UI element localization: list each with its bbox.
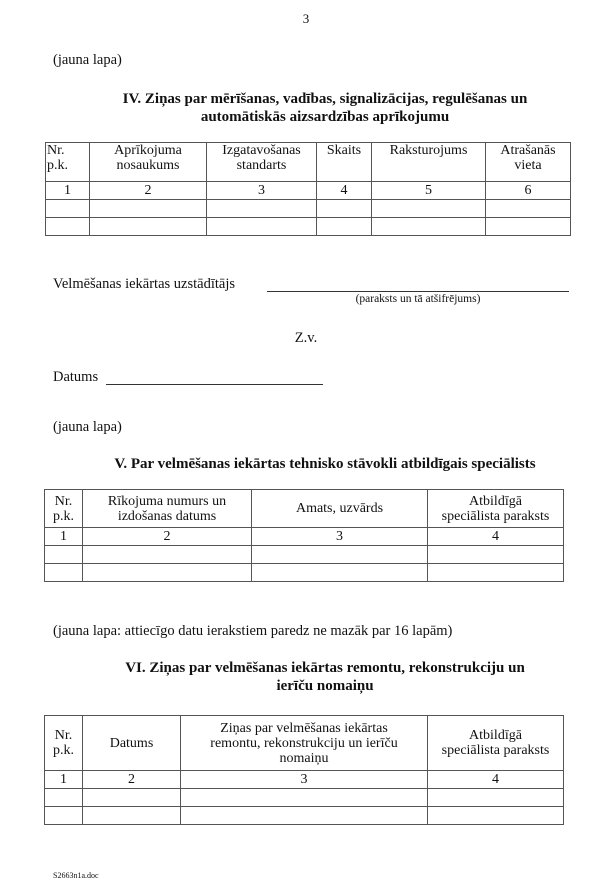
- table-cell[interactable]: [317, 218, 372, 236]
- section6-title-line2: ierīču nomaiņu: [276, 678, 374, 694]
- col-num-cell: 2: [83, 528, 252, 546]
- table-cell[interactable]: [486, 200, 571, 218]
- header-position-name: Amats, uzvārds: [252, 490, 428, 528]
- col-num-cell: 4: [317, 182, 372, 200]
- table-row: [45, 789, 564, 807]
- header-characteristics: Raksturojums: [372, 143, 486, 182]
- column-number-row: [45, 771, 564, 789]
- header-nr: Nr. p.k.: [45, 490, 83, 528]
- col-num-cell: 2: [90, 182, 207, 200]
- page-number: 3: [302, 11, 310, 26]
- section5-new-page-note: (jauna lapa): [53, 419, 122, 435]
- col-num-cell: 1: [46, 182, 90, 200]
- table-cell[interactable]: [372, 218, 486, 236]
- table-row: [45, 807, 564, 825]
- responsible-specialist-table: [44, 489, 564, 582]
- table-cell[interactable]: [486, 218, 571, 236]
- col-num-cell: 1: [45, 528, 83, 546]
- col-num-cell: 3: [207, 182, 317, 200]
- section4-title-line1: IV. Ziņas par mērīšanas, vadības, signalizācijas, regulēšanas un: [122, 91, 528, 107]
- table-cell[interactable]: [83, 546, 252, 564]
- table-row: [45, 546, 564, 564]
- date-label: Datums: [53, 369, 99, 385]
- section4-title-line2: automātiskās aizsardzības aprīkojumu: [200, 109, 450, 125]
- table-cell[interactable]: [45, 789, 83, 807]
- equipment-table: [45, 142, 571, 236]
- header-manufacturing-standard: Izgatavošanas standarts: [207, 143, 317, 182]
- table-cell[interactable]: [252, 564, 428, 582]
- table-cell[interactable]: [317, 200, 372, 218]
- date-line[interactable]: [106, 384, 323, 385]
- table-cell[interactable]: [207, 200, 317, 218]
- signature-caption: (paraksts un tā atšifrējums): [355, 293, 481, 305]
- table-cell[interactable]: [181, 807, 428, 825]
- header-specialist-signature: Atbildīgā speciālista paraksts: [428, 716, 564, 771]
- table-row: [46, 218, 571, 236]
- section5-title: V. Par velmēšanas iekārtas tehnisko stāvokli atbildīgais speciālists: [114, 456, 536, 472]
- table-cell[interactable]: [83, 564, 252, 582]
- table-cell[interactable]: [428, 564, 564, 582]
- col-num-cell: 2: [83, 771, 181, 789]
- repair-reconstruction-table: [44, 715, 564, 825]
- col-num-cell: 5: [372, 182, 486, 200]
- table-cell[interactable]: [90, 218, 207, 236]
- header-quantity: Skaits: [317, 143, 372, 182]
- header-nr: Nr. p.k.: [46, 143, 90, 182]
- table-cell[interactable]: [45, 807, 83, 825]
- section4-title: [40, 90, 600, 126]
- table-cell[interactable]: [83, 789, 181, 807]
- installer-label: Velmēšanas iekārtas uzstādītājs: [53, 276, 235, 292]
- col-num-cell: 6: [486, 182, 571, 200]
- table-cell[interactable]: [90, 200, 207, 218]
- section6-title: [40, 659, 600, 695]
- header-repair-info: Ziņas par velmēšanas iekārtas remontu, rekonstrukciju un ierīču nomaiņu: [181, 716, 428, 771]
- col-num-cell: 4: [428, 528, 564, 546]
- col-num-cell: 3: [181, 771, 428, 789]
- footer-filename: S2663n1a.doc: [53, 871, 99, 880]
- table-cell[interactable]: [46, 218, 90, 236]
- stamp-place: Z.v.: [294, 330, 318, 346]
- table-cell[interactable]: [428, 789, 564, 807]
- header-location: Atrašanās vieta: [486, 143, 571, 182]
- col-num-cell: 4: [428, 771, 564, 789]
- table-cell[interactable]: [45, 546, 83, 564]
- header-specialist-signature: Atbildīgā speciālista paraksts: [428, 490, 564, 528]
- col-num-cell: 3: [252, 528, 428, 546]
- table-cell[interactable]: [45, 564, 83, 582]
- table-cell[interactable]: [46, 200, 90, 218]
- header-nr: Nr. p.k.: [45, 716, 83, 771]
- header-date: Datums: [83, 716, 181, 771]
- table-cell[interactable]: [207, 218, 317, 236]
- column-number-row: [46, 182, 571, 200]
- column-number-row: [45, 528, 564, 546]
- section6-title-line1: VI. Ziņas par velmēšanas iekārtas remontu, rekonstrukciju un: [125, 660, 525, 676]
- table-cell[interactable]: [252, 546, 428, 564]
- header-order-number-date: Rīkojuma numurs un izdošanas datums: [83, 490, 252, 528]
- table-cell[interactable]: [372, 200, 486, 218]
- table-cell[interactable]: [428, 807, 564, 825]
- col-num-cell: 1: [45, 771, 83, 789]
- table-row: [45, 564, 564, 582]
- section4-new-page-note: (jauna lapa): [53, 52, 122, 68]
- table-cell[interactable]: [428, 546, 564, 564]
- section6-new-page-note: (jauna lapa: attiecīgo datu ierakstiem paredz ne mazāk par 16 lapām): [53, 623, 453, 639]
- table-cell[interactable]: [181, 789, 428, 807]
- table-row: [46, 200, 571, 218]
- header-equipment-name: Aprīkojuma nosaukums: [90, 143, 207, 182]
- installer-signature-line[interactable]: [267, 291, 569, 292]
- table-cell[interactable]: [83, 807, 181, 825]
